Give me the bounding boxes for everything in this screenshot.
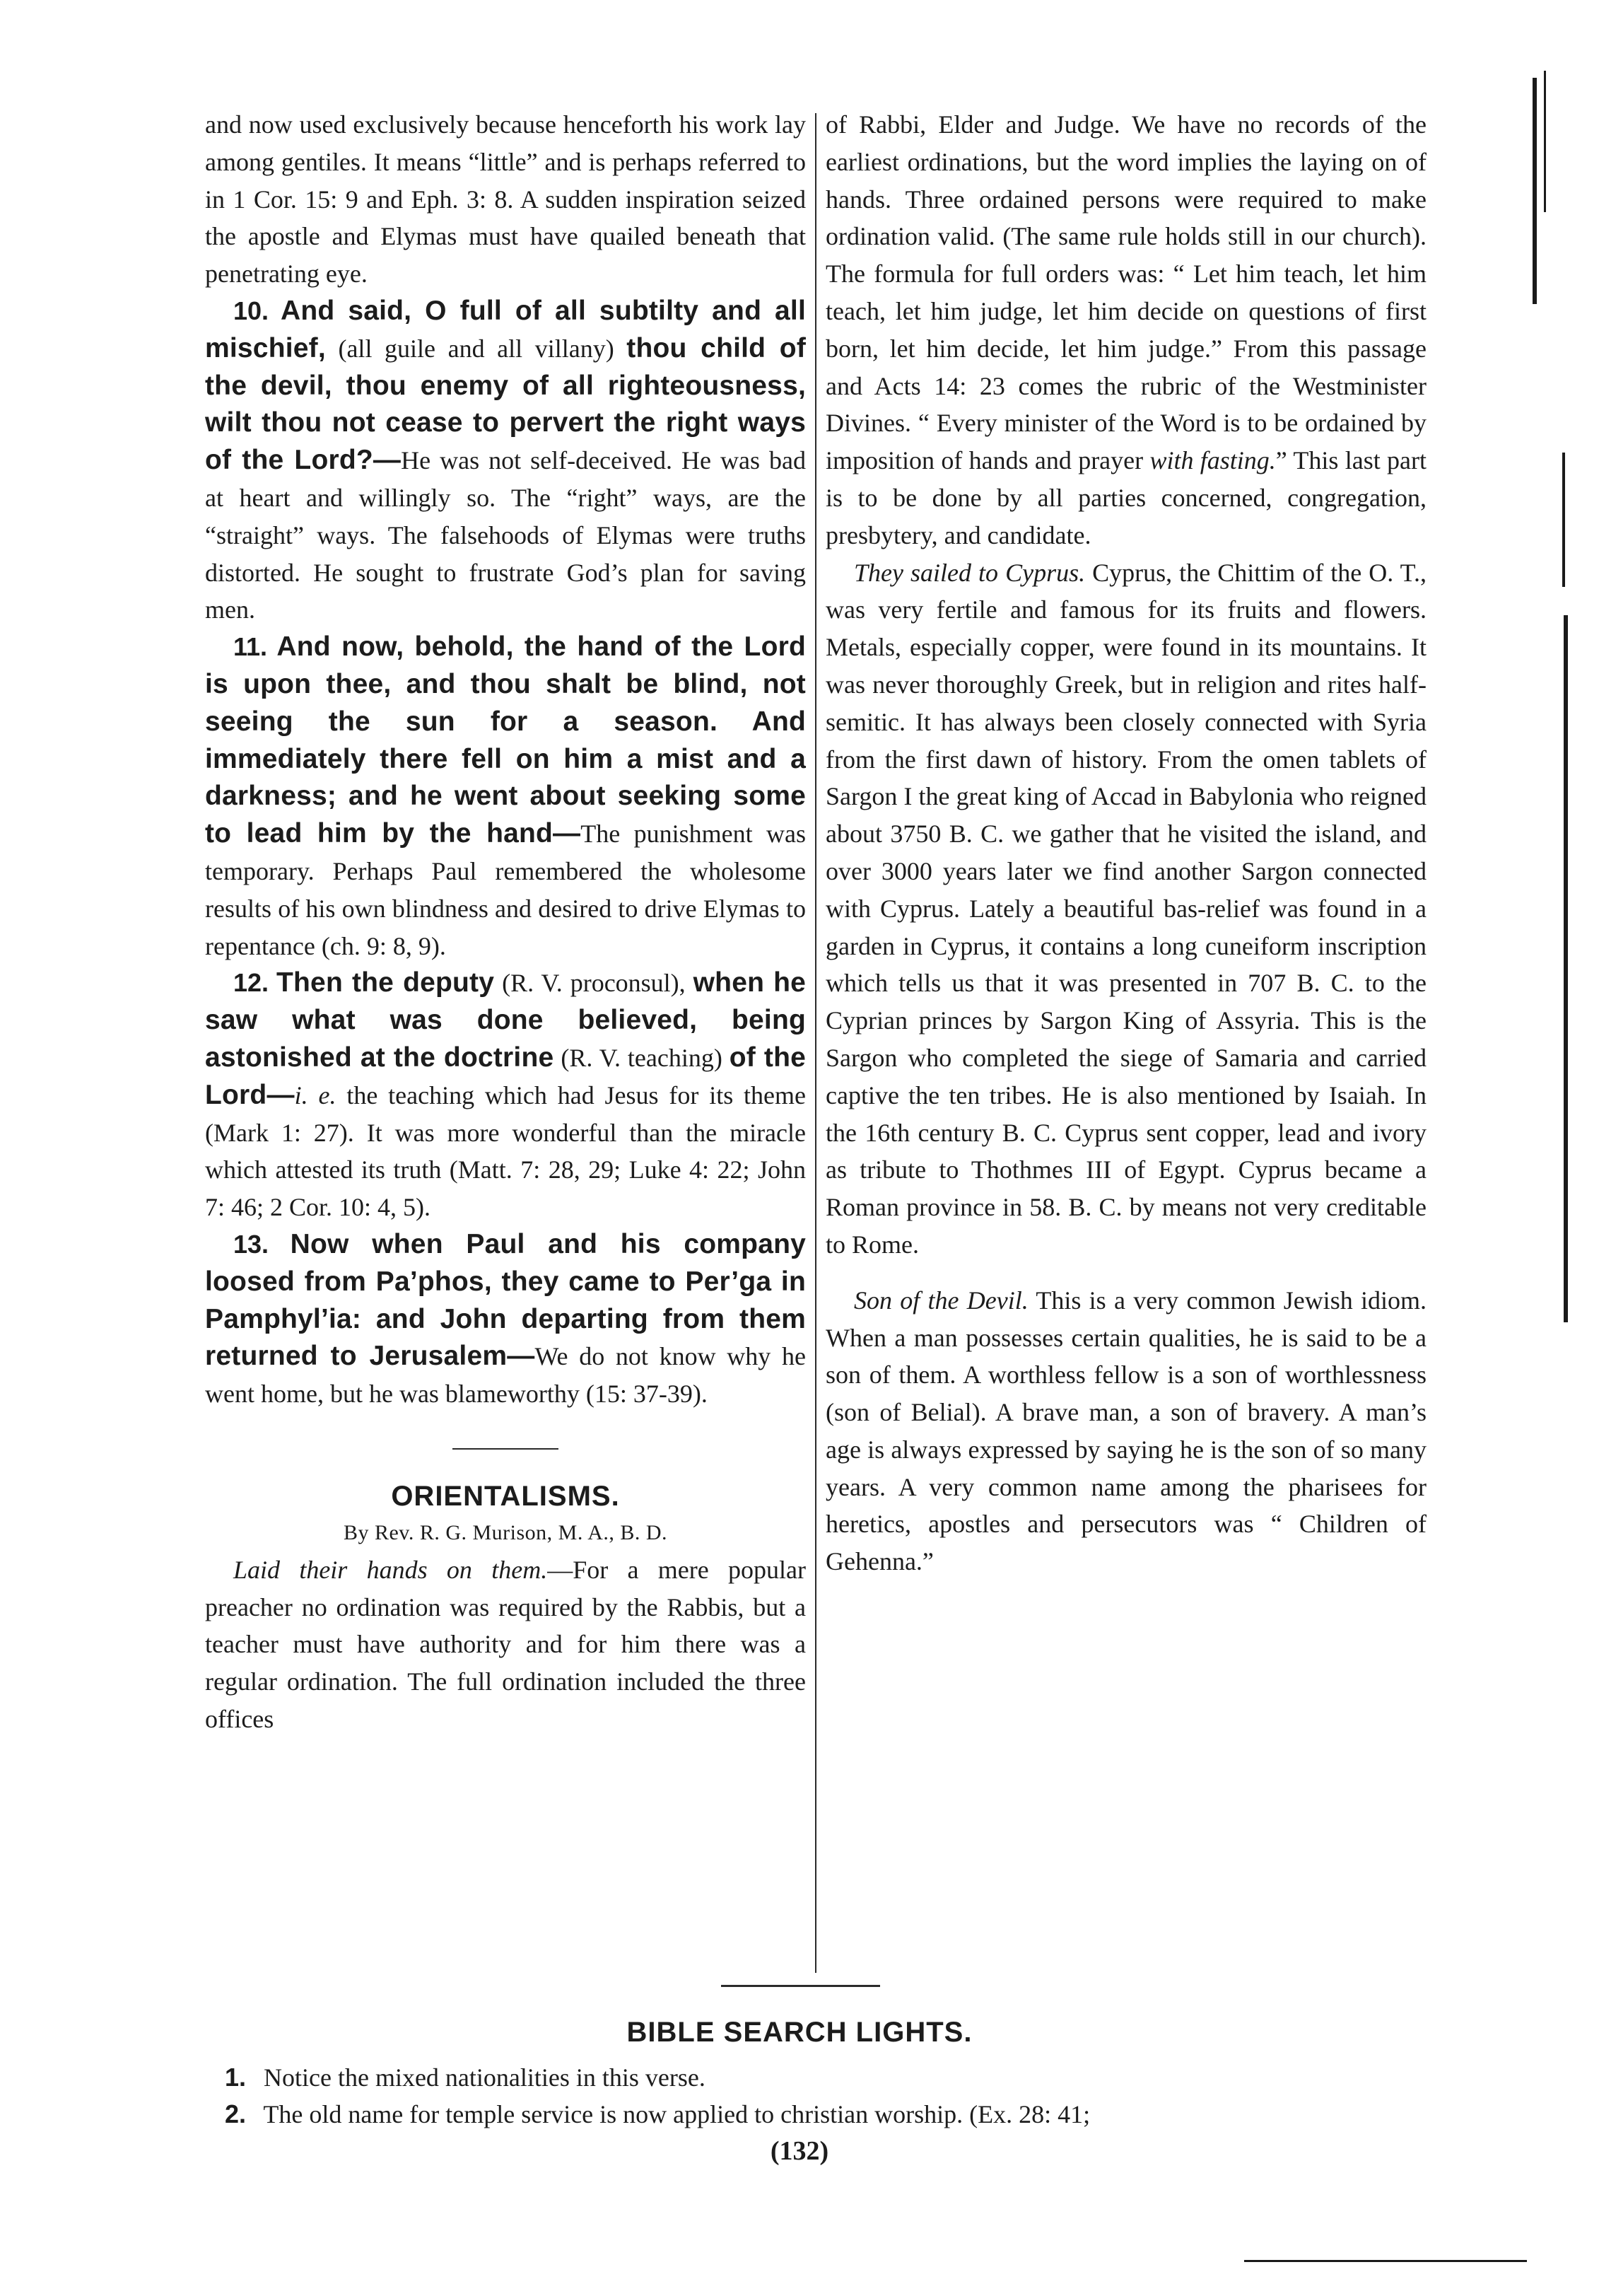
verse-comment: The punishment was temporary. Perhaps Paul remembered the wholesome results of his own blindness and desired to drive Elymas to repentance (ch. 9: 8, 9). [205, 820, 806, 960]
paragraph-text: of Rabbi, Elder and Judge. We have no records of the earliest ordinations, but the word implies the laying on of hands. Three ordained persons were required to make ordination valid. (The same rule holds still in our church). The formula for full orders was: “ Let him teach, let him teach, let him judge, let him decide on questions of first born, let him decide, let him judge.” From this passage and Acts 14: 23 comes the rubric of the Westminister Divines. “ Every minister of the Word is to be ordained by imposition of hands and prayer [826, 110, 1427, 475]
verse-text: Now when Paul and his company loosed from Pa’phos, they came to Per’ga in Pamphyl’ia: and John departing from them returned to Jerusalem— [205, 1228, 807, 1372]
orientalism-paragraph [826, 106, 1427, 554]
verse-11 [205, 629, 806, 965]
left-column [205, 106, 806, 1738]
section-divider [721, 1985, 880, 1987]
verse-text: And said, O full of all subtilty and all mischief, [205, 295, 806, 363]
commentary-paragraph: and now used exclusively because henceforth his work lay among gentiles. It means “little” and is perhaps referred to in 1 Cor. 15: 9 and Eph. 3: 8. A sudden inspiration seized the apostle and Elymas must have quailed beneath that penetrating eye. [205, 110, 806, 289]
verse-text: when he saw what was done believed, being astonished at the doctrine [205, 967, 807, 1073]
orientalism-paragraph [826, 1282, 1427, 1580]
paragraph-text: —For a mere popular preacher no ordination was required by the Rabbis, but a teacher must have authority and for him there was a regular ordination. The full ordination included the three offices [205, 1555, 806, 1734]
author-byline: By Rev. R. G. Murison, M. A., B. D. [343, 1520, 668, 1544]
right-column [826, 106, 1427, 1580]
topic-heading: Laid their hands on them. [233, 1555, 548, 1584]
scan-edge-mark [1562, 453, 1565, 587]
item-number: 1. [225, 2063, 247, 2092]
topic-heading: They sailed to Cyprus. [854, 558, 1086, 587]
verse-gloss: (all guile and all villany) [338, 334, 614, 363]
paragraph-text: This is a very common Jewish idiom. When a man possesses certain qualities, he is said to be a son of them. A worthless fellow is a son of worthlessness (son of Belial). A brave man, a son of bravery. A man’s age is always expressed by saying he is the son of so many years. A very common name among the pharisees for heretics, apostles and persecutors was “ Children of Gehenna.” [826, 1286, 1427, 1576]
item-text: The old name for temple service is now applied to christian worship. (Ex. 28: 41; [263, 2100, 1091, 2128]
verse-12 [205, 965, 806, 1226]
verse-number: 11. [233, 632, 268, 662]
verse-text: of the Lord— [205, 1042, 807, 1110]
verse-number: 12. [233, 968, 269, 998]
search-lights-list [225, 2059, 1455, 2133]
verse-gloss: (R. V. teaching) [561, 1043, 722, 1072]
item-number: 2. [225, 2099, 247, 2128]
verse-number: 13. [233, 1229, 269, 1259]
scan-edge-mark [1244, 2260, 1527, 2262]
orientalism-paragraph [205, 1551, 806, 1738]
verse-13 [205, 1226, 806, 1413]
scan-edge-mark [1564, 615, 1568, 1322]
section-title: ORIENTALISMS. [391, 1480, 620, 1512]
abbreviation: i. e. [294, 1080, 336, 1109]
item-text: Notice the mixed nationalities in this verse. [264, 2063, 705, 2092]
verse-text: And now, behold, the hand of the Lord is upon thee, and thou shalt be blind, not seeing the sun for a season. And immediately there fell on him a mist and a darkness; and he went about seeking some to lead him by the hand— [205, 631, 806, 849]
scan-edge-mark [1533, 78, 1537, 304]
list-item [225, 2059, 1455, 2096]
verse-comment: We do not know why he went home, but he was blameworthy (15: 37-39). [205, 1342, 806, 1409]
verse-comment: He was not self-deceived. He was bad at heart and willingly so. The “right” ways, are the “straight” ways. The falsehoods of Elymas were truths distorted. He sought to frustrate God’s plan for saving men. [205, 446, 806, 624]
verse-gloss: (R. V. proconsul), [502, 969, 686, 998]
emphasis-text: with fasting. [1149, 446, 1276, 475]
page-number: (132) [770, 2136, 829, 2166]
section-divider [452, 1448, 558, 1450]
scan-edge-mark [1544, 71, 1546, 212]
verse-comment: the teaching which had Jesus for its theme (Mark 1: 27). It was more wonderful than the miracle which attested its truth (Matt. 7: 28, 29; Luke 4: 22; John 7: 46; 2 Cor. 10: 4, 5). [205, 1080, 807, 1222]
paragraph-text: ” This last part is to be done by all parties concerned, congregation, presbytery, and candidate. [826, 446, 1427, 549]
orientalism-paragraph [826, 554, 1427, 1264]
verse-number: 10. [233, 296, 269, 325]
paragraph-text: Cyprus, the Chittim of the O. T., was very fertile and famous for its fruits and flowers. Metals, especially copper, were found in its mountains. It was never thoroughly Greek, but in religion and rites half-semitic. It has always been closely connected with Syria from the first dawn of history. From the omen tablets of Sargon I the great king of Accad in Babylonia who reigned about 3750 B. C. we gather that he visited the island, and over 3000 years later we find another Sargon connected with Cyprus. Lately a beautiful bas-relief was found in a garden in Cyprus, it contains a long cuneiform inscription which tells us that it was presented in 707 B. C. to the Cyprian princes by Sargon King of Assyria. This is the Sargon who completed the siege of Samaria and carried captive the ten tribes. He is also mentioned by Isaiah. In the 16th century B. C. Cyprus sent copper, lead and ivory as tribute to Thothmes III of Egypt. Cyprus became a Roman province in 58. B. C. by means not very creditable to Rome. [826, 558, 1427, 1259]
column-divider [815, 113, 816, 1973]
list-item [225, 2096, 1455, 2133]
verse-text: Then the deputy [276, 967, 495, 998]
verse-10 [205, 293, 806, 629]
section-title: BIBLE SEARCH LIGHTS. [626, 2017, 973, 2048]
topic-heading: Son of the Devil. [854, 1286, 1029, 1315]
verse-text: thou child of the devil, thou enemy of all righteousness, wilt thou not cease to pervert the right ways of the Lord?— [205, 332, 807, 476]
